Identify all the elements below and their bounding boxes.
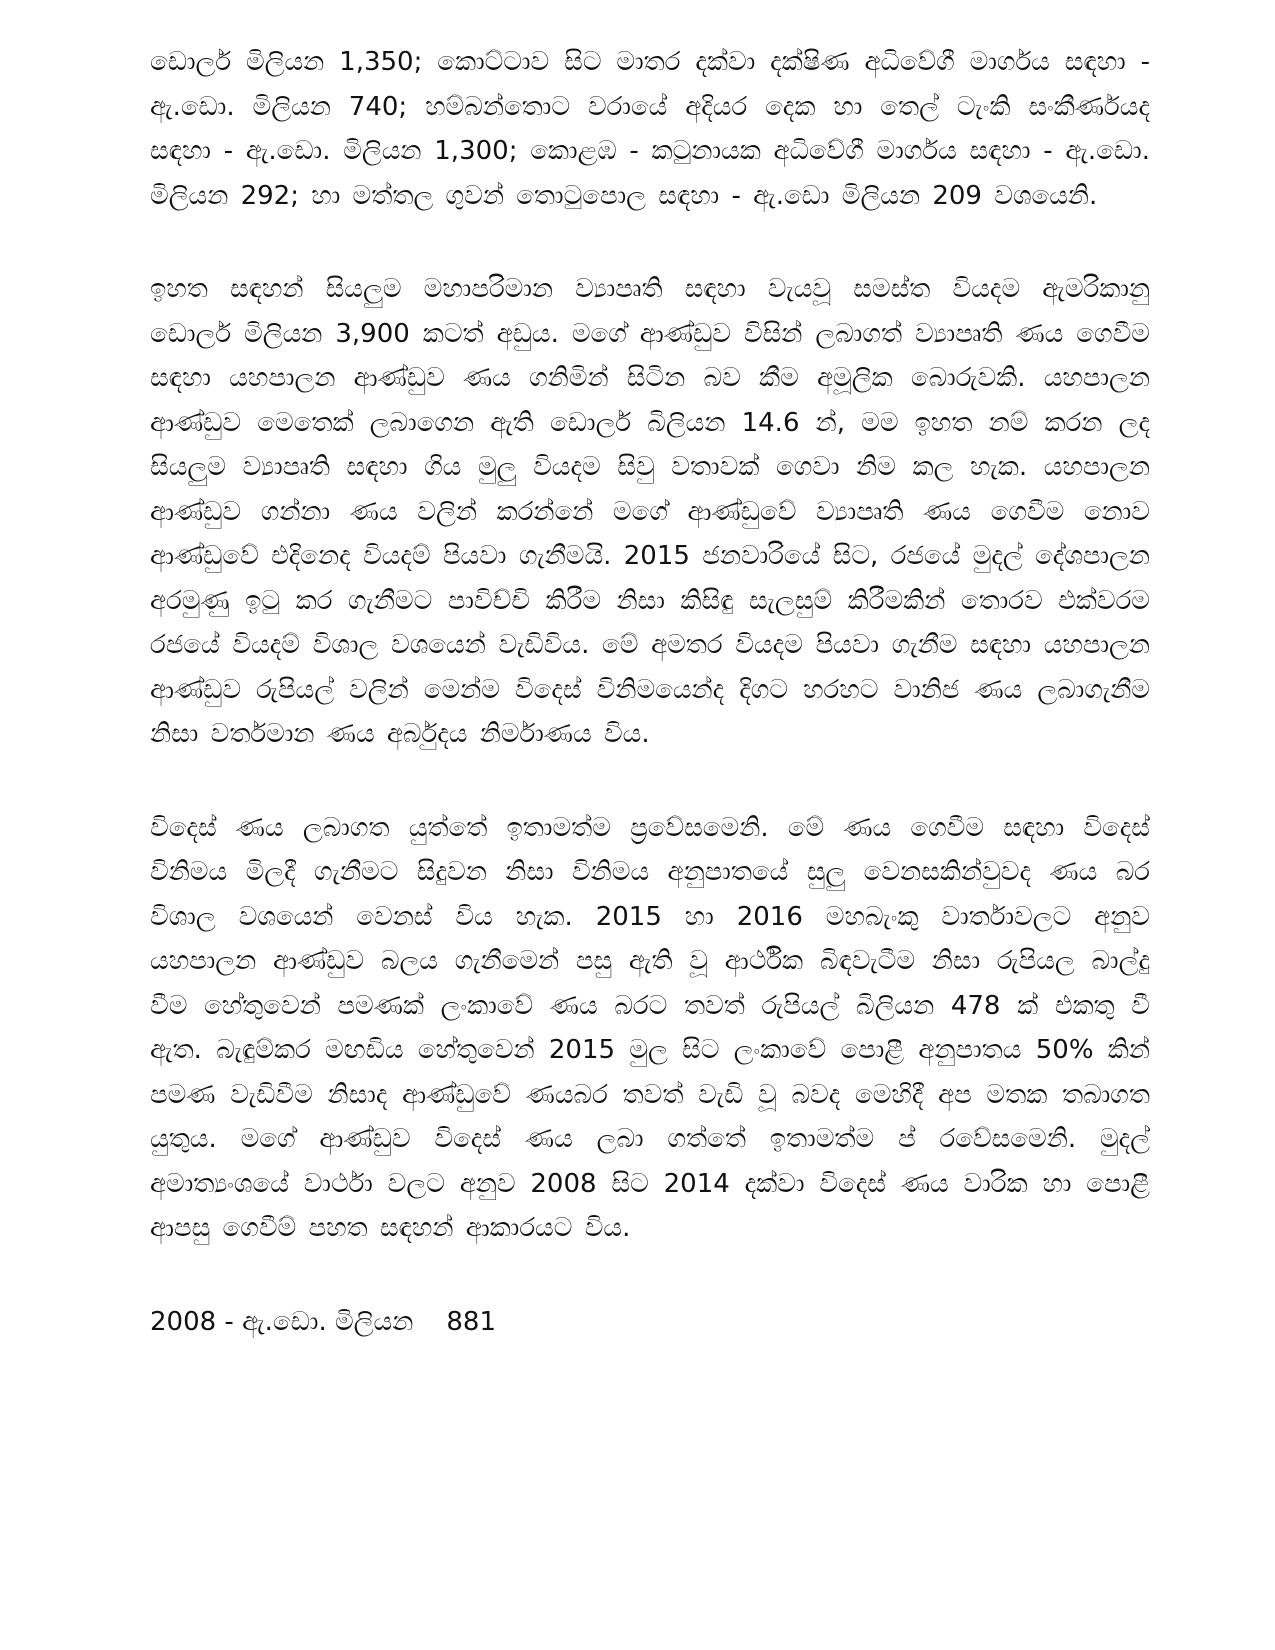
repayment-line-2008: 2008 - ඇ.ඩො. මිලියන 881 <box>150 1306 496 1337</box>
document-page <box>150 40 1150 1344</box>
paragraph-foreign-loans: විදෙස් ණය ලබාගත යුත්තේ ඉතාමත්ම ප්‍රවේසමෙනි. මේ ණය ගෙවීම සඳහා විදෙස් විනිමය මිලදී ගැනීමට සිදුවන නිසා විනිමය අනුපාතයේ සුලු වෙනසකින්වුවද ණය බර විශාල වශයෙන් වෙනස් විය හැක. 2015 හා 2016 මහබැංකු වාර්තාවලට අනුව යහපාලන ආණ්ඩුව බලය ගැනීමෙන් පසු ඇති වූ ආර්ථික බිඳවැටීම නිසා රුපියල බාල්දු වීම හේතුවෙන් පමණක් ලංකාවේ ණය බරට තවත් රුපියල් බිලියන 478 ක් එකතු වී ඇත. බැඳුම්කර මඟඩිය හේතුවෙන් 2015 මුල සිට ලංකාවේ පොළී අනුපාතය 50% කින් පමණ වැඩිවීම නිසාද ආණ්ඩුවේ ණයබර තවත් වැඩි වූ බවද මෙහිදී අප මතක තබාගත යුතුය. මගේ ආණ්ඩුව විදෙස් ණය ලබා ගත්තේ ඉතාමත්ම ප් රවේසමෙනි. මුදල් අමාත්‍යංශයේ වාර්ථා වලට අනුව 2008 සිට 2014 දක්වා විදෙස් ණය වාරික හා පොළී ආපසු ගෙවීම් පහත සඳහන් ආකාරයට විය. <box>150 812 1150 1243</box>
paragraph-loan-claims: ඉහත සඳහන් සියලුම මහාපරිමාන ව්‍යාපෘති සඳහා වැයවූ සමස්ත වියදම ඇමරිකානු ඩොලර් මිලියන 3,900 කටත් අඩුය. මගේ ආණ්ඩුව විසින් ලබාගත් ව්‍යාපෘති ණය ගෙවීම සඳහා යහපාලන ආණ්ඩුව ණය ගනිමින් සිටින බව කීම අමූලික බොරුවකි. යහපාලන ආණ්ඩුව මෙතෙක් ලබාගෙන ඇති ඩොලර් බිලියන 14.6 න්, මම ඉහත නම් කරන ලද සියලුම ව්‍යාපෘති සඳහා ගිය මුලු වියදම සිවු වතාවක් ගෙවා නිම කල හැක. යහපාලන ආණ්ඩුව ගන්නා ණය වලින් කරන්නේ මගේ ආණ්ඩුවේ ව්‍යාපෘති ණය ගෙවීම නොව ආණ්ඩුවේ එදිනෙද වියදම් පියවා ගැනීමයි. 2015 ජනවාරියේ සිට, රජයේ මුදල් දේශපාලන අරමුණු ඉටු කර ගැනීමට පාවිච්චි කිරීම නිසා කිසිඳු සැලසුම් කිරීමකින් තොරව එක්වරම රජයේ වියදම් විශාල වශයෙන් වැඩිවිය. මේ අමතර වියදම පියවා ගැනීම සඳහා යහපාලන ආණ්ඩුව රුපියල් වලින් මෙන්ම විදෙස් විනිමයෙන්ද දිගට හරහට වානිජ ණය ලබාගැනීම නිසා වර්තමාන ණය අර්බුදය නිර්මාණය විය. <box>150 274 1150 749</box>
paragraph-project-costs: ඩොලර් මිලියන 1,350; කොට්ටාව සිට මාතර දක්වා දක්ෂිණ අධිවේගී මාර්ගය සඳහා - ඇ.ඩො. මිලියන 740; හම්බන්තොට වරායේ අදියර දෙක හා තෙල් ටැංකි සංකීර්ණයද සඳහා - ඇ.ඩො. මිලියන 1,300; කොළඹ - කටුනායක අධිවේගී මාර්ගය සඳහා - ඇ.ඩො. මිලියන 292; හා මත්තල ගුවන් තොටුපොල සඳහා - ඇ.ඩො මිලියන 209 වශයෙනි. <box>150 47 1150 211</box>
